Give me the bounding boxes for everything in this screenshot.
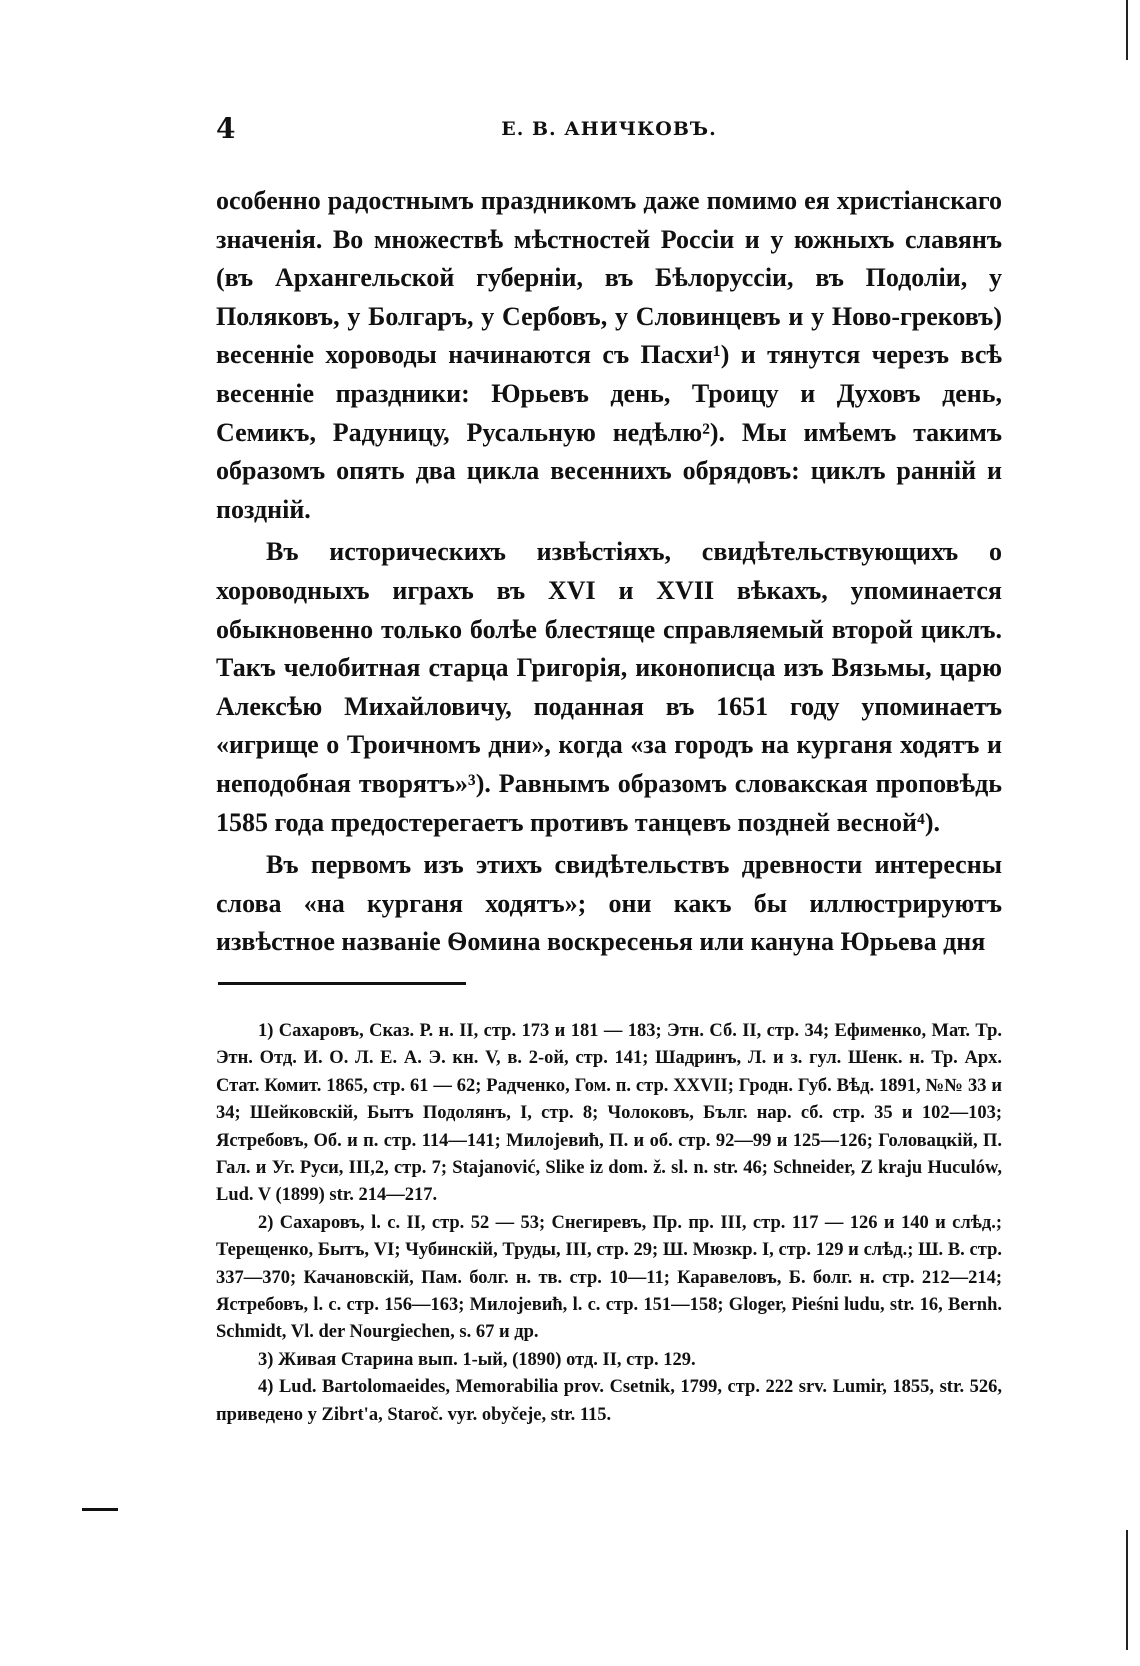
paragraph: Въ первомъ изъ этихъ свидѣтельствъ древности интересны слова «на курганя ходятъ»; они какъ бы иллюстрируютъ извѣстное названіе Ѳомина воскресенья или кануна Юрьева дня bbox=[216, 850, 1002, 957]
page-number: 4 bbox=[216, 112, 236, 145]
page-edge-line bbox=[1126, 0, 1128, 60]
paragraph: особенно радостнымъ праздникомъ даже помимо ея христіанскаго значенія. Во множествѣ мѣстностей Россіи и у южныхъ славянъ (въ Архангельской губерніи, въ Бѣлоруссіи, въ Подоліи, у Поляковъ, у Болгаръ, у Сербовъ, у Словинцевъ и у Ново-грековъ) весенніе хороводы начинаются съ Пасхи¹) и тянутся черезъ всѣ весенніе праздники: Юрьевъ день, Троицу и Духовъ день, Семикъ, Радуницу, Русальную недѣлю²). Мы имѣемъ такимъ образомъ опять два цикла весеннихъ обрядовъ: циклъ ранній и поздній. bbox=[216, 186, 1002, 524]
paragraph: Въ историческихъ извѣстіяхъ, свидѣтельствующихъ о хороводныхъ играхъ въ XVI и XVII вѣкахъ, упоминается обыкновенно только болѣе блестяще справляемый второй циклъ. Такъ челобитная старца Григорія, иконописца изъ Вязьмы, царю Алексѣю Михайловичу, поданная въ 1651 году упоминаетъ «игрище о Троичномъ дни», когда «за городъ на курганя ходятъ и неподобная творятъ»³). Равнымъ образомъ словакская проповѣдь 1585 года предостерегаетъ противъ танцевъ поздней весной⁴). bbox=[216, 537, 1002, 837]
footnote-separator bbox=[218, 982, 466, 985]
page-header bbox=[216, 112, 1002, 152]
main-text bbox=[216, 182, 1002, 962]
footnotes bbox=[216, 1018, 1002, 1429]
footnote: 1) Сахаровъ, Сказ. Р. н. II, стр. 173 и 181 — 183; Этн. Сб. II, стр. 34; Ефименко, Мат. Тр. Этн. Отд. И. О. Л. Е. А. Э. кн. V, в. 2-ой, стр. 141; Шадринъ, Л. и з. гул. Шенк. н. Тр. Арх. Стат. Комит. 1865, стр. 61 — 62; Радченко, Гом. п. стр. XXVII; Гродн. Губ. Вѣд. 1891, №№ 33 и 34; Шейковскій, Бытъ Подолянъ, I, стр. 8; Чолоковъ, Бълг. нар. сб. стр. 35 и 102—103; Ястребовъ, Об. и п. стр. 114—141; Милојевић, П. и об. стр. 92—99 и 125—126; Головацкій, П. Гал. и Уг. Руси, III,2, стр. 7; Stajanović, Slike iz dom. ž. sl. n. str. 46; Schneider, Z kraju Huculów, Lud. V (1899) str. 214—217. bbox=[216, 1021, 1002, 1206]
footnote: 3) Живая Старина вып. 1-ый, (1890) отд. II, стр. 129. bbox=[258, 1349, 696, 1370]
running-head: Е. В. АНИЧКОВЪ. bbox=[501, 118, 717, 140]
page-edge-line bbox=[1126, 1530, 1128, 1650]
margin-mark bbox=[82, 1508, 118, 1511]
footnote: 4) Lud. Bartolomaeides, Memorabilia prov. Csetnik, 1799, стр. 222 srv. Lumir, 1855, str. 526, приведено у Zibrt'a, Staroč. vyr. obyčeje, str. 115. bbox=[216, 1377, 1002, 1425]
footnote: 2) Сахаровъ, l. c. II, стр. 52 — 53; Снегиревъ, Пр. пр. III, стр. 117 — 126 и 140 и слѣд.; Терещенко, Бытъ, VI; Чубинскій, Труды, III, стр. 29; Ш. Мюзкр. I, стр. 129 и слѣд.; Ш. В. стр. 337—370; Качановскій, Пам. болг. н. тв. стр. 10—11; Каравеловъ, Б. болг. н. стр. 212—214; Ястребовъ, l. c. стр. 156—163; Милојевић, l. c. стр. 151—158; Gloger, Pieśni ludu, str. 16, Bernh. Schmidt, Vl. der Nourgiechen, s. 67 и др. bbox=[216, 1212, 1002, 1343]
